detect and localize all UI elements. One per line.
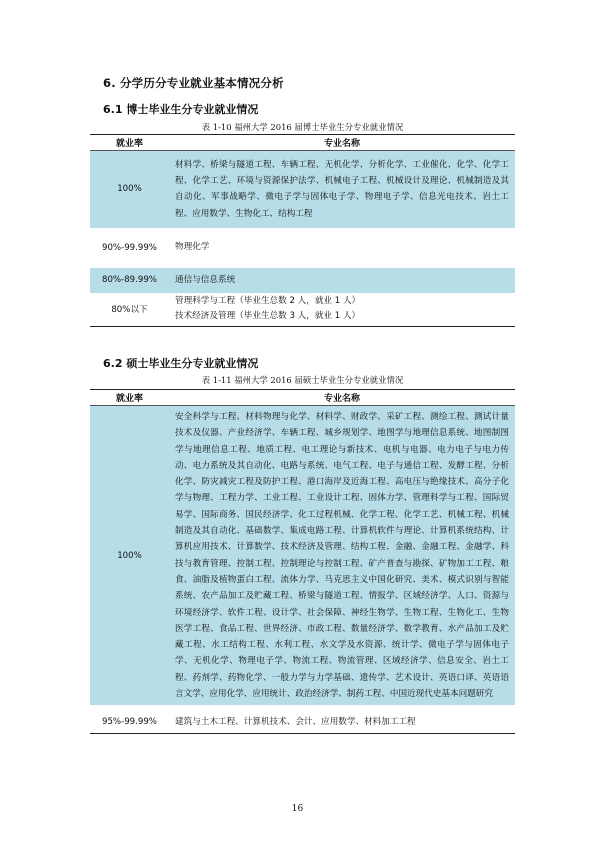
table-row <box>90 711 515 733</box>
master-employment-table <box>90 389 515 734</box>
master-table-caption: 表 1-11 福州大学 2016 届硕士毕业生分专业就业情况 <box>201 375 404 385</box>
doctor-subtitle: 6.1 博士毕业生分专业就业情况 <box>103 103 259 116</box>
table-header-row <box>90 390 515 406</box>
majors-header: 专业名称 <box>169 390 515 406</box>
table-header-row <box>90 135 515 151</box>
spacer-row <box>90 228 515 238</box>
table-row <box>90 151 515 228</box>
doctor-employment-table <box>90 134 515 327</box>
master-subtitle: 6.2 硕士毕业生分专业就业情况 <box>103 357 259 370</box>
rate-cell: 100% <box>117 550 142 561</box>
table-row <box>90 406 515 706</box>
majors-cell: 建筑与土木工程、计算机技术、会计、应用数学、材料加工工程 <box>169 711 515 733</box>
rate-cell: 100% <box>117 184 142 195</box>
majors-cell: 物理化学 <box>175 242 210 253</box>
majors-header: 专业名称 <box>169 135 515 151</box>
table-row <box>90 293 515 327</box>
spacer-row <box>90 258 515 268</box>
majors-cell: 安全科学与工程、材料物理与化学、材料学、财政学、采矿工程、测绘工程、测试计量技术及仪器、产业经济学、车辆工程、城乡规划学、地图学与地理信息系统、地图制图学与地理信息工程、地质工程、电工理论与新技术、电机与电器、电力电子与电力传动、电力系统及其自动化、电路与系统、电气工程、电子与通信工程、发酵工程、分析化学、防灾减灾工程及防护工程、港口海岸及近海工程、高电压与绝缘技术、高分子化学与物理、工程力学、工业工程、工业设计工程、固体力学、管理科学与工程、国际贸易学、国际商务、国民经济学、化工过程机械、化学工程、化学工艺、机械工程、机械制造及其自动化、基础数学、集成电路工程、计算机软件与理论、计算机系统结构、计算机应用技术、计算数学、技术经济及管理、结构工程、金融、金融工程、金融学、科技与教育管理、控制工程、控制理论与控制工程、矿产普查与勘探、矿物加工工程、粮食、油脂及植物蛋白工程、流体力学、马克思主义中国化研究、美术、模式识别与智能系统、农产品加工及贮藏工程、桥梁与隧道工程、情报学、区域经济学、人口、资源与环境经济学、软件工程、设计学、社会保障、神经生物学、生物工程、生物化工、生物医学工程、食品工程、世界经济、市政工程、数量经济学、数学教育、水产品加工及贮藏工程、水工结构工程、水利工程、水文学及水资源、统计学、微电子学与固体电子学、无机化学、物理电子学、物流工程、物流管理、区域经济学、信息安全、岩土工程、药剂学、药物化学、一般力学与力学基础、遗传学、艺术设计、英语口译、英语语言文学、应用化学、应用统计、政治经济学、制药工程、中国近现代史基本问题研究 <box>175 412 509 700</box>
rate-cell: 80%以下 <box>90 293 169 327</box>
majors-cell: 材料学、桥梁与隧道工程、车辆工程、无机化学、分析化学、工业催化、化学、化学工程、化学工艺、环境与资源保护法学、机械电子工程、机械设计及理论、机械制造及其自动化、军事战略学、微电子学与固体电子学、物理电子学、信息光电技术、岩土工程、应用数学、生物化工、结构工程 <box>175 159 509 219</box>
table-row <box>90 268 515 293</box>
rate-cell: 80%-89.99% <box>102 275 157 285</box>
section-title: 6. 分学历分专业就业基本情况分析 <box>103 76 284 90</box>
rate-cell: 90%-99.99% <box>102 242 157 253</box>
table-row <box>90 238 515 258</box>
rate-cell: 95%-99.99% <box>90 711 169 733</box>
rate-header: 就业率 <box>90 135 169 151</box>
majors-cell: 通信与信息系统 <box>175 274 236 285</box>
rate-header: 就业率 <box>90 390 169 406</box>
page-number: 16 <box>291 804 304 814</box>
doctor-table-caption: 表 1-10 福州大学 2016 届博士毕业生分专业就业情况 <box>201 122 404 132</box>
majors-cell: 管理科学与工程（毕业生总数 2 人，就业 1 人） 技术经济及管理（毕业生总数 3 人，就业 1 人） <box>169 293 515 327</box>
